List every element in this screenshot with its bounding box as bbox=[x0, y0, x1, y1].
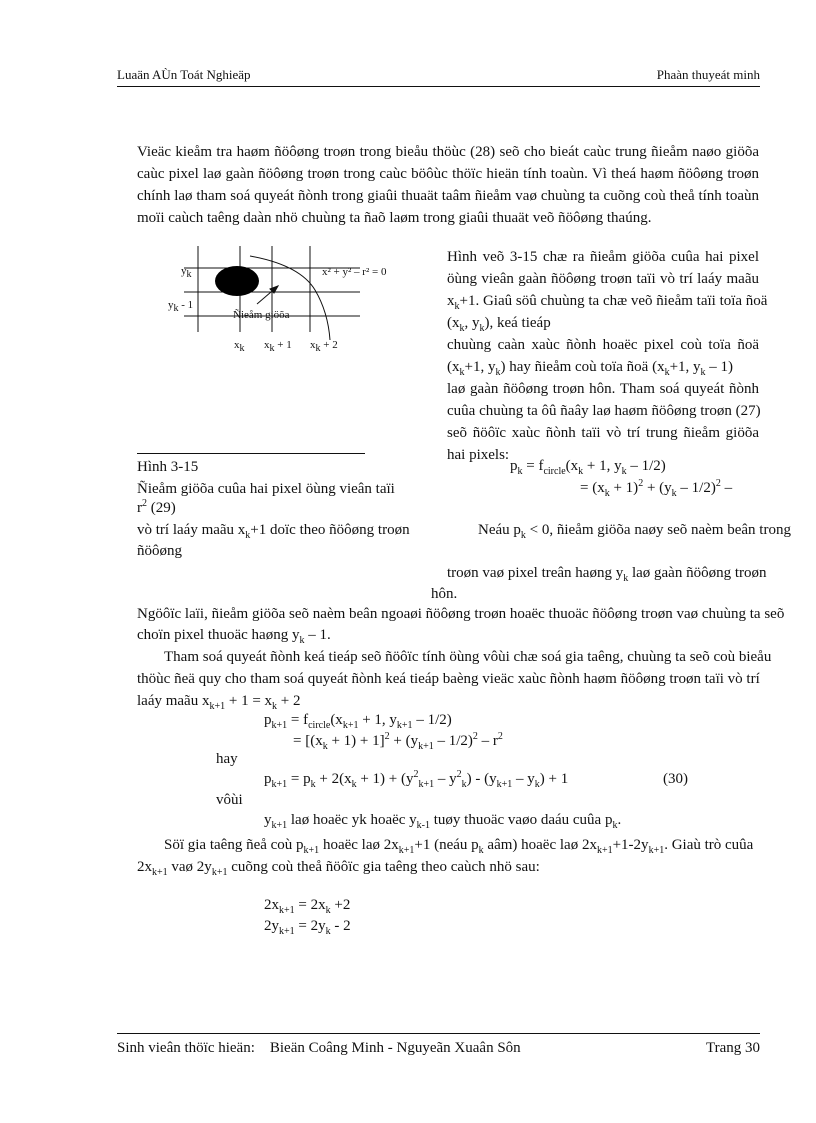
right-line: öùng vieân gaàn ñöôøng troøn taïi vò trí laáy maãu bbox=[447, 271, 759, 287]
body-line: hôn. bbox=[431, 586, 458, 602]
right-line: $x_k+1$. Giaû söû chuùng ta chæ veõ ñieåm taïi toïa ñoä bbox=[447, 293, 768, 312]
intro-line: caùc pixel laø gaàn ñöôøng troøn trong caùc böôùc thöïc hieän tính toaùn. Vì theá haøm ñöôøng troøn bbox=[137, 166, 759, 182]
right-line: hai pixels: bbox=[447, 447, 510, 463]
intro-line: moïi caùch taêng daàn nhö chuùng ta ñaõ laøm trong giaûi thuaät veõ ñöôøng thaúng. bbox=[137, 210, 652, 226]
pk-equation-1: $p_k = f_{circle}(x_k + 1$, $y_k - 1/2$) bbox=[510, 458, 666, 477]
footer-left: Sinh vieân thöïc hieän: Bieän Coâng Minh - Nguyeãn Xuaân Sôn bbox=[117, 1040, 521, 1056]
midpoint-figure bbox=[160, 240, 430, 380]
caption-line: $r^2$ (29) bbox=[137, 498, 176, 516]
formula-2x: $2x_{k+1} = 2x_k +2$ bbox=[264, 897, 351, 916]
selected-pixel bbox=[215, 266, 259, 296]
body-line: Tham soá quyeát ñònh keá tieáp seõ ñöôïc tính öùng vôùi chæ soá gia taêng, chuùng ta seõ coù bieåu bbox=[164, 649, 772, 665]
caption-line: Ñieåm giöõa cuûa hai pixel öùng vieân taïi bbox=[137, 481, 395, 497]
body-line: Ngöôïc laïi, ñieåm giöõa seõ naèm beân ngoaøi ñöôøng troøn hoaëc thuoäc ñöôøng troøn vaø chuùng ta seõ bbox=[137, 606, 785, 622]
footer-right: Trang 30 bbox=[705, 1040, 760, 1056]
pk-equation-2: = $(x_k + 1)^2 + (y_k - 1/2)^2$ – bbox=[580, 478, 733, 499]
right-line: seõ ñöôïc xaùc ñònh taïi vò trí trung ñieåm giöõa bbox=[447, 425, 759, 441]
caption-title: Hình 3-15 bbox=[137, 459, 199, 475]
midpoint-label: Ñieåm giöõa bbox=[233, 309, 290, 321]
label-xk: $x_k$ bbox=[234, 339, 245, 355]
intro-line: chính laø tham soá quyeát ñònh trong giaûi thuaät taâm ñieåm vaø chuùng ta cuõng coù theå tính toaùn bbox=[137, 188, 759, 204]
label-xk1: $x_k + 1$ bbox=[264, 339, 292, 355]
body-line: choïn pixel thuoäc haøng $y_k - 1$. bbox=[137, 627, 331, 646]
equation-yk1-note: $y_{k+1}$ laø hoaëc yk hoaëc $y_{k-1}$ tuøy thuoäc vaøo daáu cuûa $p_k$. bbox=[264, 812, 622, 831]
label-yk-1: $y_k - 1$ bbox=[168, 299, 194, 315]
right-line: laø gaàn ñöôøng troøn hôn. Tham soá quyeát ñònh bbox=[447, 381, 759, 397]
word-hay: hay bbox=[216, 751, 238, 767]
equation-pk1-expanded: = $[(x_k + 1) + 1]^2 + (y_{k+1} - 1/2)^2 - r^2$ bbox=[293, 731, 503, 752]
caption-line: vò trí laáy maãu $x_k+1$ doïc theo ñöôøng troøn bbox=[137, 522, 410, 541]
right-line: ($x_k+1$, $y_k$) hay ñieåm coù toïa ñoä ($x_k+1$, $y_k - 1$) bbox=[447, 359, 734, 378]
equation-pk1: $p_{k+1} = f_{circle}(x_{k+1} + 1$, $y_{k+1} - 1/2$) bbox=[264, 712, 452, 731]
header-right: Phaàn thuyeát minh bbox=[656, 67, 760, 82]
header-rule bbox=[117, 86, 760, 87]
label-xk2: $x_k + 2$ bbox=[310, 339, 338, 355]
negative-case-line: Neáu $p_k < 0$, ñieåm giöõa naøy seõ naèm beân trong bbox=[478, 522, 791, 541]
header-left: Luaän AÙn Toát Nghieäp bbox=[117, 67, 251, 82]
formula-2y: $2y_{k+1} = 2y_k - 2$ bbox=[264, 918, 351, 937]
intro-line: Vieäc kieåm tra haøm ñöôøng troøn trong bieåu thöùc (28) seõ cho bieát caùc trung ñieåm naøo giöõa bbox=[137, 144, 759, 160]
equation-30: $p_{k+1} = p_k + 2(x_k + 1) + (y^2_{k+1} - y^2_k) - (y_{k+1} - y_k) + 1$ bbox=[264, 769, 569, 790]
right-line: Hình veõ 3-15 chæ ra ñieåm giöõa cuûa hai pixel bbox=[447, 249, 759, 265]
caption-line: ñöôøng bbox=[137, 543, 182, 559]
right-line: cuûa chuùng ta ôû ñaây laø haøm ñöôøng troøn (27) bbox=[447, 403, 761, 419]
footer-rule bbox=[117, 1033, 760, 1034]
caption-rule bbox=[137, 453, 365, 454]
label-yk: $y_k$ bbox=[181, 265, 192, 281]
body-line: laáy maãu $x_{k+1} + 1 = x_k + 2$ bbox=[137, 693, 301, 712]
body-line: troøn vaø pixel treân haøng $y_k$ laø gaàn ñöôøng troøn bbox=[447, 565, 767, 584]
circle-arc bbox=[250, 256, 330, 340]
circle-equation-label: x² + y² – r² = 0 bbox=[322, 266, 387, 278]
right-line: ($x_k$, $y_k$), keá tieáp bbox=[447, 315, 551, 334]
increment-line: $2x_{k+1}$ vaø $2y_{k+1}$ cuõng coù theå ñöôïc gia taêng theo caùch nhö sau: bbox=[137, 859, 540, 878]
increment-line: Söï gia taêng ñeå coù $p_{k+1}$ hoaëc laø $2x_{k+1}+1$ (neáu $p_k$ aâm) hoaëc laø $2x_{k+1}+1-2y_{k+1}$. Giaù trò cuûa bbox=[164, 837, 754, 856]
right-line: chuùng caàn xaùc ñònh hoaëc pixel coù toïa ñoä bbox=[447, 337, 759, 353]
body-line: thöùc ñeä quy cho tham soá quyeát ñònh keá tieáp baèng vieäc xaùc ñònh haøm ñöôøng troøn taïi vò trí bbox=[137, 671, 760, 687]
word-voi: vôùi bbox=[216, 792, 243, 808]
equation-number: (30) bbox=[663, 771, 688, 787]
